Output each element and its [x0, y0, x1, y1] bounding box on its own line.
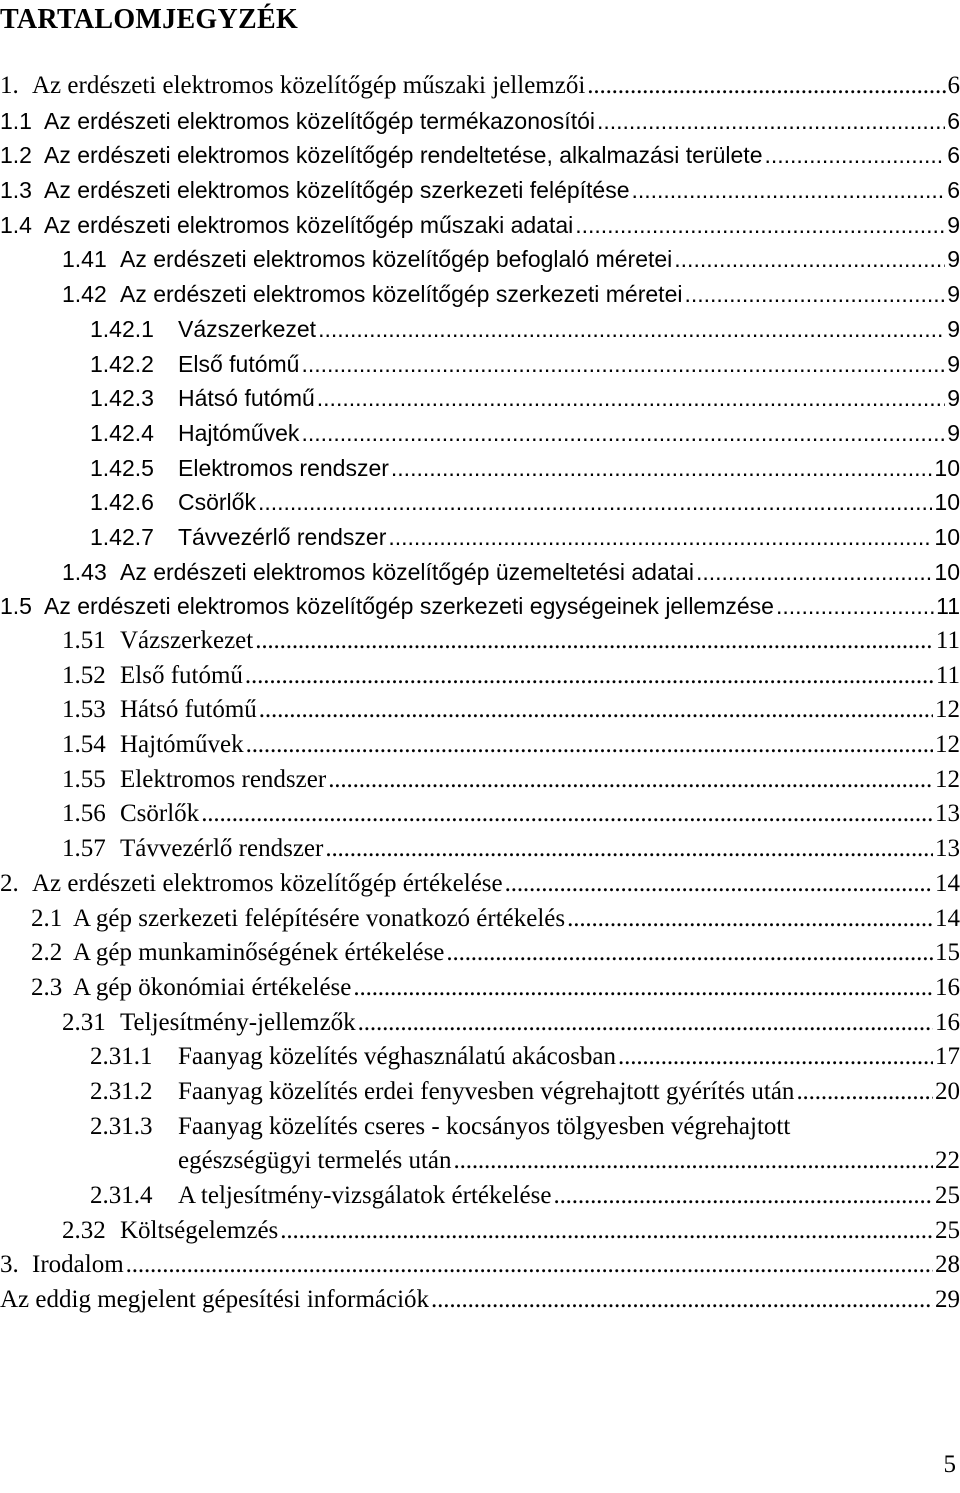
dot-leader: [325, 832, 933, 867]
toc-entry[interactable]: [0, 451, 960, 486]
toc-entry-page: 20: [935, 1077, 960, 1105]
dot-leader: [317, 381, 945, 416]
toc-entry-title: Csörlők: [120, 800, 200, 828]
toc-entry-page: 12: [935, 731, 960, 759]
toc-entry-title: Az erdészeti elektromos közelítőgép műszaki adatai: [44, 211, 574, 238]
toc-entry-number: 3.: [0, 1251, 19, 1279]
toc-entry-title: Irodalom: [32, 1251, 124, 1279]
dot-leader: [632, 173, 946, 208]
toc-entry[interactable]: [0, 1179, 960, 1214]
toc-entry-number: 2.31: [62, 1008, 106, 1036]
toc-entry-title: Teljesítmény-jellemzők: [120, 1008, 356, 1036]
toc-entry-number: 1.4: [0, 211, 32, 238]
toc-entry-title: Az erdészeti elektromos közelítőgép szerkezeti felépítése: [44, 177, 630, 204]
toc-entry-page: 9: [947, 419, 960, 446]
dot-leader: [358, 1006, 933, 1041]
toc-entry-page: 29: [935, 1286, 960, 1314]
toc-entry-title: Az erdészeti elektromos közelítőgép értékelése: [32, 869, 503, 897]
toc-entry-page: 11: [935, 627, 960, 654]
toc-entry-number: 1.42: [62, 281, 107, 308]
toc-entry[interactable]: [0, 867, 960, 902]
toc-entry-page: 6: [947, 177, 960, 204]
toc-entry-page: 12: [935, 696, 960, 724]
toc-entry-page: 9: [947, 385, 960, 412]
toc-entry-title: Vázszerkezet: [178, 315, 317, 342]
toc-entry-title: Hajtóművek: [120, 731, 244, 759]
toc-entry-number: 1.42.1: [90, 315, 154, 342]
dot-leader: [431, 1283, 933, 1318]
toc-entry-number: 2.31.1: [90, 1043, 153, 1071]
toc-entry-title: Elektromos rendszer: [178, 454, 389, 481]
toc-entry-number: 1.3: [0, 177, 32, 204]
dot-leader: [575, 208, 945, 243]
toc-entry-page: 16: [935, 1008, 960, 1036]
toc-entry[interactable]: [0, 797, 960, 832]
toc-entry-title: Az erdészeti elektromos közelítőgép termékazonosítói: [44, 107, 595, 134]
dot-leader: [618, 1040, 933, 1075]
toc-entry-number: 2.2: [31, 939, 63, 967]
toc-entry[interactable]: [0, 1283, 960, 1318]
toc-entry-title: Első futómű: [178, 350, 300, 377]
toc-entry[interactable]: [0, 381, 960, 416]
dot-leader: [258, 485, 932, 520]
toc-entry-number: 1.1: [0, 107, 32, 134]
dot-leader: [454, 1144, 933, 1179]
toc-entry[interactable]: [0, 1075, 960, 1110]
toc-entry-page: 22: [935, 1147, 960, 1175]
table-of-contents: [0, 69, 960, 1318]
toc-entry[interactable]: [0, 312, 960, 347]
toc-entry-page: 11: [936, 593, 960, 620]
dot-leader: [674, 242, 945, 277]
page-title: TARTALOMJEGYZÉK: [0, 4, 299, 35]
toc-entry-number: 1.: [0, 72, 19, 99]
dot-leader: [259, 693, 933, 728]
toc-entry-number: 1.41: [62, 246, 107, 273]
toc-entry[interactable]: [0, 728, 960, 763]
toc-entry-title: Az erdészeti elektromos közelítőgép rendeltetése, alkalmazási területe: [44, 142, 763, 169]
toc-entry-title: Az erdészeti elektromos közelítőgép szerkezeti egységeinek jellemzése: [44, 593, 774, 620]
dot-leader: [776, 589, 934, 624]
dot-leader: [388, 520, 932, 555]
toc-entry-number: 1.52: [62, 661, 106, 689]
toc-entry-number: 1.53: [62, 696, 106, 724]
dot-leader: [245, 659, 934, 694]
dot-leader: [796, 1075, 933, 1110]
toc-entry-title: A teljesítmény-vizsgálatok értékelése: [178, 1182, 552, 1209]
toc-entry-title: Távvezérlő rendszer: [120, 835, 324, 863]
toc-entry-title: A gép munkaminőségének értékelése: [73, 939, 445, 967]
toc-entry-page: 10: [934, 558, 960, 585]
toc-entry[interactable]: [0, 902, 960, 937]
toc-entry-title: egészségügyi termelés után: [178, 1147, 452, 1175]
toc-entry[interactable]: [0, 589, 960, 624]
toc-entry-title: Csörlők: [178, 489, 256, 516]
toc-entry-number: 2.1: [31, 904, 63, 932]
dot-leader: [553, 1179, 933, 1214]
toc-entry-page: 9: [947, 281, 960, 308]
toc-entry[interactable]: [0, 485, 960, 520]
toc-entry-page: 10: [934, 523, 960, 550]
toc-entry-number: 1.42.6: [90, 489, 154, 516]
toc-entry-page: 6: [947, 142, 960, 169]
toc-entry-number: 2.31.3: [90, 1112, 153, 1140]
dot-leader: [246, 728, 933, 763]
toc-entry-page: 9: [947, 350, 960, 377]
toc-entry-title: Hátsó futómű: [120, 696, 257, 724]
toc-entry-number: 2.31.4: [90, 1182, 153, 1209]
toc-entry[interactable]: [0, 242, 960, 277]
dot-leader: [126, 1248, 933, 1283]
toc-entry[interactable]: [0, 1214, 960, 1249]
dot-leader: [353, 971, 933, 1006]
toc-entry[interactable]: [0, 555, 960, 590]
dot-leader: [696, 555, 932, 590]
toc-entry-page: 14: [935, 869, 960, 897]
dot-leader: [567, 902, 933, 937]
toc-entry-number: 1.56: [62, 800, 106, 828]
toc-entry[interactable]: [0, 1110, 960, 1145]
toc-entry[interactable]: [0, 208, 960, 243]
dot-leader: [280, 1214, 933, 1249]
toc-entry-number: 1.43: [62, 558, 107, 585]
dot-leader: [318, 312, 945, 347]
toc-entry[interactable]: [0, 1006, 960, 1041]
toc-entry-title: Költségelemzés: [120, 1216, 279, 1244]
toc-entry-title: Az erdészeti elektromos közelítőgép szerkezeti méretei: [120, 281, 683, 308]
toc-entry-page: 10: [934, 454, 960, 481]
toc-entry-title: A gép ökonómiai értékelése: [73, 973, 352, 1001]
toc-entry[interactable]: [0, 173, 960, 208]
toc-entry-number: 1.5: [0, 593, 32, 620]
toc-entry[interactable]: [0, 69, 960, 104]
toc-entry-number: 1.2: [0, 142, 32, 169]
toc-entry[interactable]: [0, 1040, 960, 1075]
toc-entry-number: 2.32: [62, 1216, 106, 1244]
toc-entry-page: 25: [935, 1216, 960, 1244]
toc-entry-title: Hátsó futómű: [178, 385, 315, 412]
toc-entry[interactable]: [0, 763, 960, 798]
toc-entry-number: 2.: [0, 869, 19, 897]
toc-entry-title: Hajtóművek: [178, 419, 300, 446]
toc-entry[interactable]: [0, 520, 960, 555]
toc-entry-page: 10: [934, 489, 960, 516]
toc-entry-page: 6: [947, 72, 960, 99]
toc-entry-number: 1.54: [62, 731, 106, 759]
dot-leader: [505, 867, 933, 902]
toc-entry[interactable]: [0, 416, 960, 451]
toc-entry-title: Vázszerkezet: [120, 627, 254, 654]
toc-entry-number: 1.42.3: [90, 385, 154, 412]
dot-leader: [201, 797, 933, 832]
toc-entry[interactable]: [0, 832, 960, 867]
toc-entry[interactable]: [0, 277, 960, 312]
toc-entry-page: 13: [935, 800, 960, 828]
toc-entry-page: 25: [935, 1182, 960, 1209]
toc-entry[interactable]: [0, 659, 960, 694]
toc-entry-title: Faanyag közelítés véghasználatú akácosban: [178, 1043, 617, 1071]
toc-entry-number: 1.42.4: [90, 419, 154, 446]
toc-entry-page: 9: [947, 246, 960, 273]
toc-entry-page: 12: [935, 765, 960, 793]
dot-leader: [446, 936, 933, 971]
dot-leader: [391, 451, 932, 486]
toc-entry-continuation[interactable]: [0, 1144, 960, 1179]
toc-entry-page: 28: [935, 1251, 960, 1279]
dot-leader: [684, 277, 945, 312]
toc-entry[interactable]: [0, 1248, 960, 1283]
toc-entry[interactable]: [0, 936, 960, 971]
toc-entry-number: 1.57: [62, 835, 106, 863]
toc-entry[interactable]: [0, 347, 960, 382]
toc-entry-number: 1.51: [62, 627, 106, 654]
toc-entry-title: Elektromos rendszer: [120, 765, 327, 793]
toc-entry[interactable]: [0, 971, 960, 1006]
toc-entry-number: 1.42.5: [90, 454, 154, 481]
toc-entry-number: 1.55: [62, 765, 106, 793]
toc-entry-page: 9: [947, 315, 960, 342]
toc-entry-title: Az erdészeti elektromos közelítőgép üzemeltetési adatai: [120, 558, 695, 585]
toc-entry-title: Az eddig megjelent gépesítési információk: [0, 1286, 430, 1314]
toc-entry-page: 16: [935, 973, 960, 1001]
toc-entry-title: Faanyag közelítés erdei fenyvesben végrehajtott gyérítés után: [178, 1077, 795, 1105]
toc-entry-title: Az erdészeti elektromos közelítőgép műszaki jellemzői: [32, 72, 586, 99]
toc-entry-number: 2.3: [31, 973, 63, 1001]
toc-entry-page: 13: [935, 835, 960, 863]
toc-entry-page: 9: [947, 211, 960, 238]
toc-entry-number: 2.31.2: [90, 1077, 153, 1105]
toc-entry-title: Az erdészeti elektromos közelítőgép befoglaló méretei: [120, 246, 673, 273]
toc-entry-page: 15: [935, 939, 960, 967]
toc-entry-title: Első futómű: [120, 661, 243, 689]
dot-leader: [764, 138, 945, 173]
toc-entry-title: Faanyag közelítés cseres - kocsányos tölgyesben végrehajtott: [178, 1112, 791, 1140]
toc-entry-page: 17: [935, 1043, 960, 1071]
toc-entry[interactable]: [0, 624, 960, 659]
toc-entry[interactable]: [0, 693, 960, 728]
toc-entry-number: 1.42.2: [90, 350, 154, 377]
dot-leader: [587, 69, 945, 104]
dot-leader: [301, 416, 945, 451]
toc-entry-title: A gép szerkezeti felépítésére vonatkozó értékelés: [73, 904, 566, 932]
toc-entry-title: Távvezérlő rendszer: [178, 523, 387, 550]
toc-entry-page: 6: [947, 107, 960, 134]
toc-entry[interactable]: [0, 104, 960, 139]
toc-entry-page: 14: [935, 904, 960, 932]
dot-leader: [328, 763, 933, 798]
toc-entry-number: 1.42.7: [90, 523, 154, 550]
toc-entry-page: 11: [935, 661, 960, 689]
page-number: 5: [943, 1451, 956, 1478]
dot-leader: [255, 624, 934, 659]
dot-leader: [597, 104, 945, 139]
toc-entry[interactable]: [0, 138, 960, 173]
dot-leader: [301, 347, 945, 382]
